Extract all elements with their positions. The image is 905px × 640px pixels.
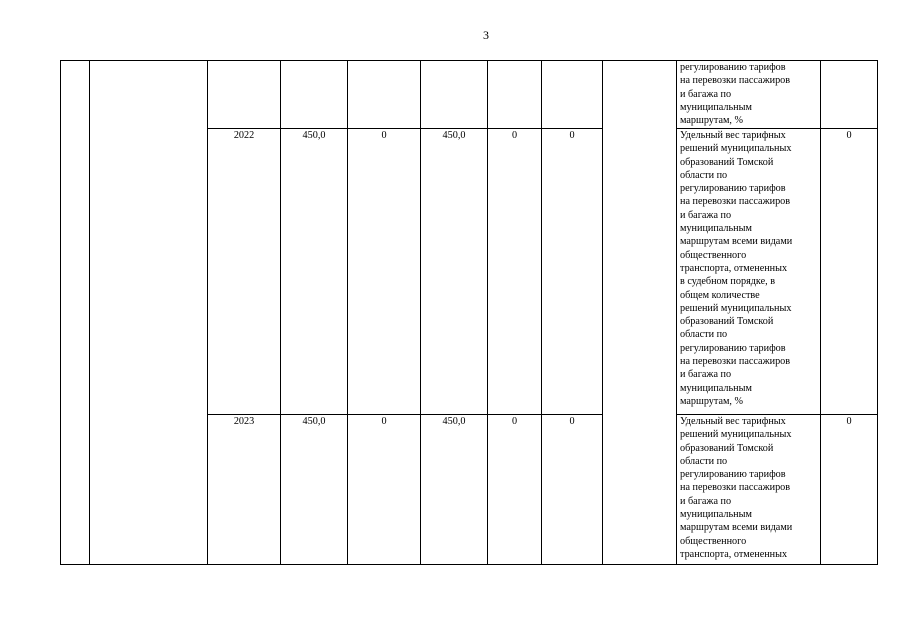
local-budget-cell (488, 61, 542, 129)
local-budget-cell: 0 (488, 415, 542, 565)
table-row (61, 61, 878, 129)
program-table (60, 60, 878, 565)
total-cell: 450,0 (281, 415, 348, 565)
indicator-text: Удельный вес тарифных решений муниципальных образований Томской области по регулированию тарифов на перевозки пассажиров и багажа по муниципальным маршрутам всеми видами общественного транспорта, отмененных (680, 416, 793, 560)
indicator-text: Удельный вес тарифных решений муниципальных образований Томской области по регулированию тарифов на перевозки пассажиров и багажа по муниципальным маршрутам всеми видами общественного транспорта, отмененных в судебном порядке, в общем количестве решений муниципальных образований Томской области по регулированию тарифов на перевозки пассажиров и багажа по муниципальным маршрутам, % (680, 130, 793, 407)
federal-budget-cell: 0 (348, 129, 421, 415)
other-sources-cell (542, 61, 603, 129)
executor-cell (603, 61, 677, 565)
year-cell (208, 61, 281, 129)
federal-budget-cell: 0 (348, 415, 421, 565)
other-sources-cell: 0 (542, 415, 603, 565)
total-cell (281, 61, 348, 129)
year-cell: 2022 (208, 129, 281, 415)
regional-budget-cell: 450,0 (421, 415, 488, 565)
regional-budget-cell (421, 61, 488, 129)
federal-budget-cell (348, 61, 421, 129)
indicator-cell (677, 61, 821, 129)
local-budget-cell: 0 (488, 129, 542, 415)
index-cell (61, 61, 90, 565)
page-number: 3 (483, 28, 489, 42)
indicator-text: регулированию тарифов на перевозки пассажиров и багажа по муниципальным маршрутам, % (680, 62, 791, 127)
year-cell: 2023 (208, 415, 281, 565)
indicator-value-cell: 0 (821, 129, 878, 415)
regional-budget-cell: 450,0 (421, 129, 488, 415)
indicator-cell (677, 129, 821, 415)
indicator-cell (677, 415, 821, 565)
other-sources-cell: 0 (542, 129, 603, 415)
measure-name-cell (90, 61, 208, 565)
total-cell: 450,0 (281, 129, 348, 415)
indicator-value-cell (821, 61, 878, 129)
indicator-value-cell: 0 (821, 415, 878, 565)
